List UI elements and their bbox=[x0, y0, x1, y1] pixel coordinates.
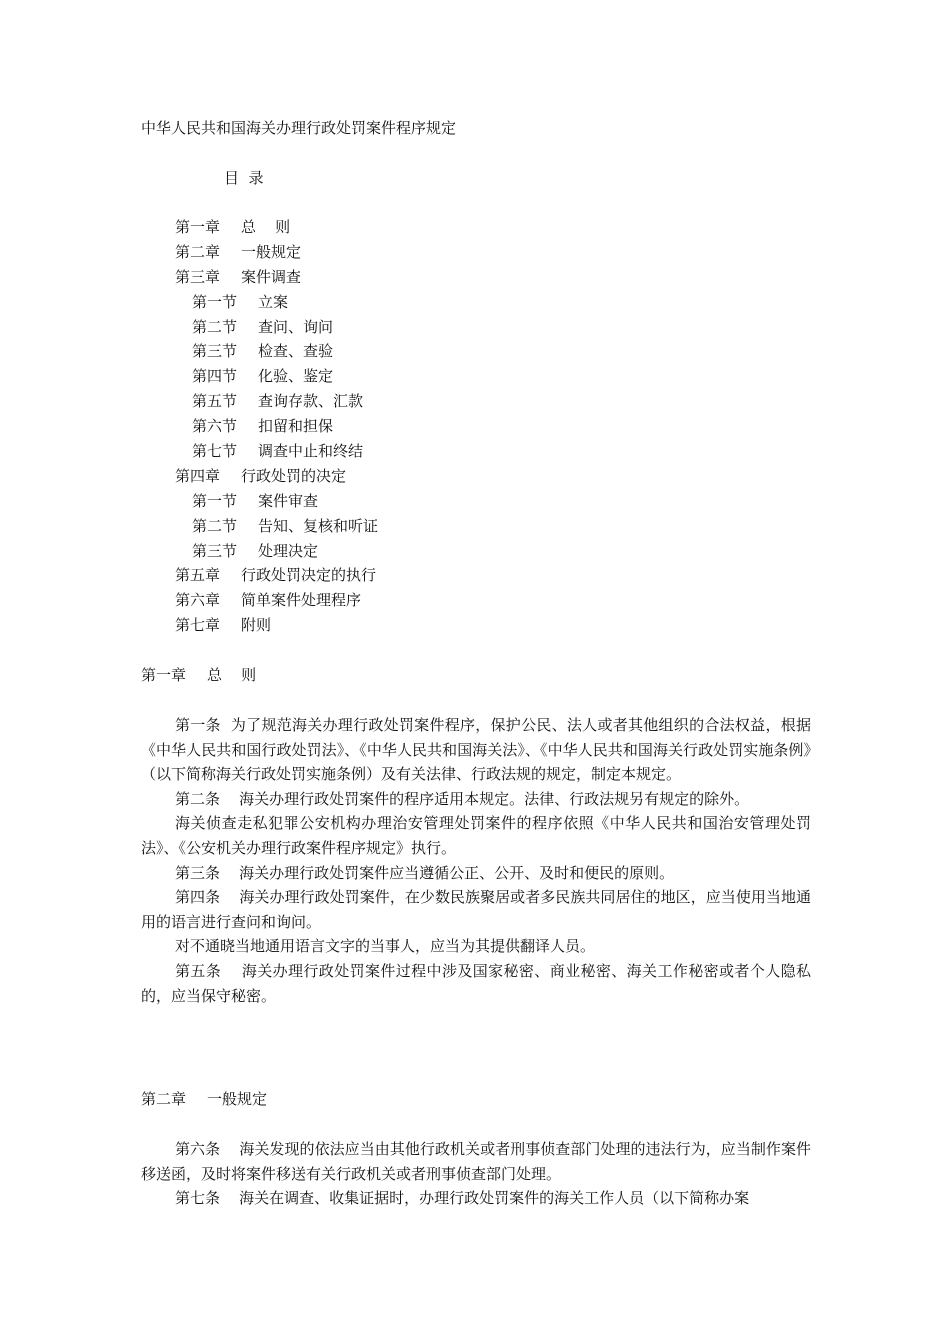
toc-item-title: 检查、查验 bbox=[258, 342, 334, 361]
toc-item bbox=[175, 414, 378, 439]
article-paragraph: 第一条 为了规范海关办理行政处罚案件程序，保护公民、法人或者其他组织的合法权益，根据《中华人民共和国行政处罚法》、《中华人民共和国海关法》、《中华人民共和国海关行政处罚实施条例》（以下简称海关行政处罚实施条例）及有关法律、行政法规的规定，制定本规定。 bbox=[141, 716, 811, 784]
toc-item bbox=[175, 588, 378, 613]
toc-item bbox=[175, 265, 378, 290]
toc-item bbox=[175, 514, 378, 539]
chapter-number: 第一章 bbox=[141, 666, 187, 684]
toc-item bbox=[175, 539, 378, 564]
chapter-body-2 bbox=[141, 1137, 811, 1211]
chapter-body-1 bbox=[141, 713, 811, 1008]
toc-item bbox=[175, 389, 378, 414]
article-paragraph: 第四条 海关办理行政处罚案件，在少数民族聚居或者多民族共同居住的地区，应当使用当地通用的语言进行查问和询问。 bbox=[141, 888, 811, 931]
document-title: 中华人民共和国海关办理行政处罚案件程序规定 bbox=[141, 119, 457, 137]
toc-item bbox=[175, 339, 378, 364]
toc-item bbox=[175, 290, 378, 315]
toc-item-title: 简单案件处理程序 bbox=[241, 591, 362, 610]
toc-item-title: 告知、复核和听证 bbox=[258, 516, 379, 535]
chapter-title: 一般规定 bbox=[207, 1090, 268, 1108]
toc-item-title: 处理决定 bbox=[258, 541, 319, 560]
toc-item-title: 调查中止和终结 bbox=[258, 442, 364, 461]
toc-item-title: 行政处罚的决定 bbox=[241, 466, 347, 485]
toc-item-number: 第六节 bbox=[192, 417, 238, 436]
toc-item-number: 第一章 bbox=[175, 218, 221, 236]
toc-item-number: 第四章 bbox=[175, 466, 221, 485]
article-paragraph: 第二条 海关办理行政处罚案件的程序适用本规定。法律、行政法规另有规定的除外。 bbox=[175, 789, 750, 808]
toc-item bbox=[175, 364, 378, 389]
toc-item-number: 第七章 bbox=[175, 616, 221, 635]
toc-item bbox=[175, 215, 378, 240]
toc-item-title: 一般规定 bbox=[241, 242, 302, 261]
toc-item-number: 第四节 bbox=[192, 367, 238, 386]
toc-heading: 目 录 bbox=[224, 169, 264, 187]
toc-item-number: 第五章 bbox=[175, 566, 221, 585]
toc-item-title: 总 则 bbox=[241, 218, 291, 236]
toc-item bbox=[175, 315, 378, 340]
toc-item-title: 化验、鉴定 bbox=[258, 367, 334, 386]
table-of-contents bbox=[175, 215, 378, 638]
toc-item-number: 第五节 bbox=[192, 392, 238, 411]
toc-item bbox=[175, 563, 378, 588]
toc-item-number: 第六章 bbox=[175, 591, 221, 610]
toc-item-title: 行政处罚决定的执行 bbox=[241, 566, 377, 585]
toc-item bbox=[175, 439, 378, 464]
article-paragraph: 第七条 海关在调查、收集证据时，办理行政处罚案件的海关工作人员（以下简称办案 bbox=[175, 1189, 750, 1208]
article-paragraph: 对不通晓当地通用语言文字的当事人，应当为其提供翻译人员。 bbox=[175, 937, 596, 956]
toc-item bbox=[175, 613, 378, 638]
toc-item-title: 案件审查 bbox=[258, 491, 319, 510]
toc-item-title: 扣留和担保 bbox=[258, 417, 334, 436]
toc-item-title: 查询存款、汇款 bbox=[258, 392, 364, 411]
toc-item-number: 第三章 bbox=[175, 267, 221, 286]
chapter-heading-1 bbox=[141, 664, 256, 686]
article-paragraph: 第六条 海关发现的依法应当由其他行政机关或者刑事侦查部门处理的违法行为，应当制作案件移送函，及时将案件移送有关行政机关或者刑事侦查部门处理。 bbox=[141, 1140, 811, 1183]
toc-item-title: 附则 bbox=[241, 616, 272, 635]
toc-item-number: 第二章 bbox=[175, 242, 221, 261]
toc-item-number: 第二节 bbox=[192, 317, 238, 336]
article-paragraph: 第三条 海关办理行政处罚案件应当遵循公正、公开、及时和便民的原则。 bbox=[175, 863, 675, 882]
toc-item-number: 第七节 bbox=[192, 442, 238, 461]
article-paragraph: 海关侦查走私犯罪公安机构办理治安管理处罚案件的程序依照《中华人民共和国治安管理处罚法》、《公安机关办理行政案件程序规定》执行。 bbox=[141, 814, 811, 857]
toc-item bbox=[175, 464, 378, 489]
chapter-title: 总 则 bbox=[207, 666, 257, 684]
chapter-number: 第二章 bbox=[141, 1090, 187, 1108]
chapter-heading-2 bbox=[141, 1088, 267, 1110]
toc-item-title: 案件调查 bbox=[241, 267, 302, 286]
toc-item-title: 立案 bbox=[258, 292, 289, 311]
toc-item bbox=[175, 489, 378, 514]
article-paragraph: 第五条 海关办理行政处罚案件过程中涉及国家秘密、商业秘密、海关工作秘密或者个人隐私的，应当保守秘密。 bbox=[141, 961, 811, 1005]
toc-item-number: 第二节 bbox=[192, 516, 238, 535]
toc-item-number: 第三节 bbox=[192, 342, 238, 361]
toc-item-number: 第三节 bbox=[192, 541, 238, 560]
toc-item-number: 第一节 bbox=[192, 491, 238, 510]
toc-item-number: 第一节 bbox=[192, 292, 238, 311]
toc-item-title: 查问、询问 bbox=[258, 317, 334, 336]
toc-item bbox=[175, 240, 378, 265]
